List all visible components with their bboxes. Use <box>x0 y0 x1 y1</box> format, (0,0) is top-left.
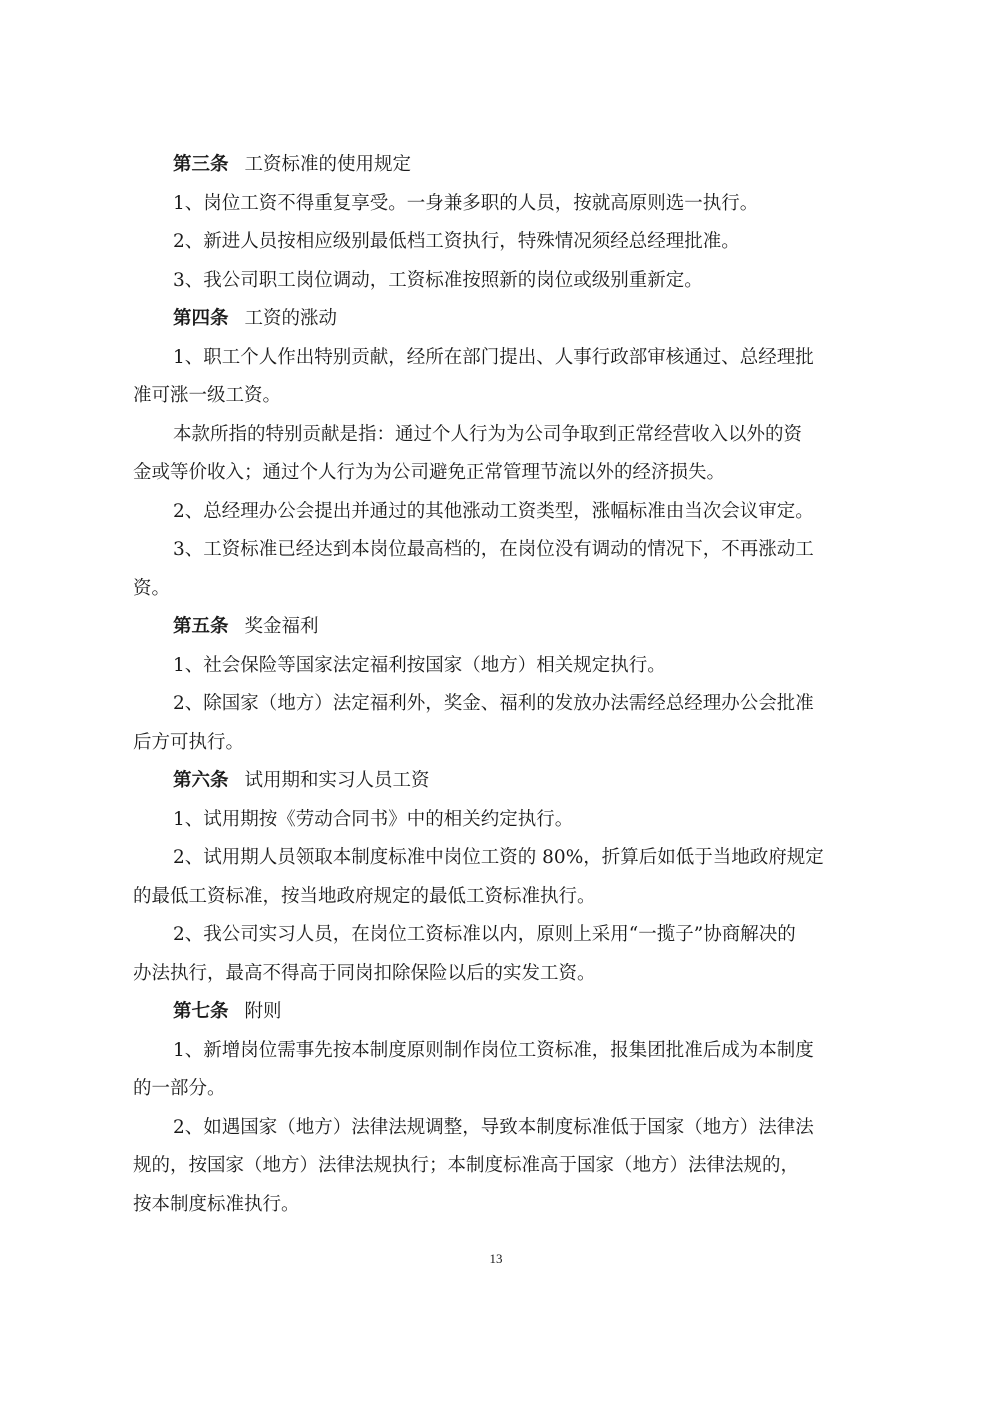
section-number: 第四条 <box>173 308 229 329</box>
paragraph-first-line: 2、我公司实习人员，在岗位工资标准以内，原则上采用“一揽子”协商解决的 <box>173 924 796 945</box>
paragraph-first-line: 2、如遇国家（地方）法律法规调整，导致本制度标准低于国家（地方）法律法 <box>173 1116 814 1138</box>
paragraph-first-line: 2、除国家（地方）法定福利外，奖金、福利的发放办法需经总经理办公会批准 <box>173 693 814 714</box>
paragraph-continuation-line: 准可涨一级工资。 <box>133 385 282 406</box>
section-number: 第三条 <box>173 154 229 175</box>
paragraph-continuation-line: 后方可执行。 <box>133 731 245 753</box>
section-title: 附则 <box>244 1001 282 1022</box>
paragraph-first-line: 1、试用期按《劳动合同书》中的相关约定执行。 <box>173 808 574 830</box>
paragraph-first-line: 1、新增岗位需事先按本制度原则制作岗位工资标准，报集团批准后成为本制度 <box>173 1039 814 1061</box>
paragraph-continuation-line: 按本制度标准执行。 <box>133 1193 300 1215</box>
section-title: 工资标准的使用规定 <box>244 154 412 175</box>
document-body <box>133 146 863 1224</box>
paragraph-continuation-line: 规的，按国家（地方）法律法规执行；本制度标准高于国家（地方）法律法规的， <box>133 1155 800 1176</box>
paragraph-first-line: 3、我公司职工岗位调动，工资标准按照新的岗位或级别重新定。 <box>173 269 703 291</box>
section-heading <box>133 762 863 801</box>
section-heading <box>133 146 863 185</box>
section-heading <box>133 608 863 647</box>
paragraph-first-line: 2、总经理办公会提出并通过的其他涨动工资类型，涨幅标准由当次会议审定。 <box>173 500 814 522</box>
paragraph-first-line: 1、职工个人作出特别贡献，经所在部门提出、人事行政部审核通过、总经理批 <box>173 346 814 368</box>
section-number: 第七条 <box>173 1001 229 1022</box>
paragraph-first-line: 1、岗位工资不得重复享受。一身兼多职的人员，按就高原则选一执行。 <box>173 192 759 214</box>
paragraph-continuation-line: 资。 <box>133 577 171 599</box>
paragraph-continuation-line: 办法执行，最高不得高于同岗扣除保险以后的实发工资。 <box>133 962 596 984</box>
section-title: 试用期和实习人员工资 <box>244 770 430 791</box>
paragraph-continuation-line: 的最低工资标准，按当地政府规定的最低工资标准执行。 <box>133 885 596 907</box>
paragraph-first-line: 1、社会保险等国家法定福利按国家（地方）相关规定执行。 <box>173 654 666 676</box>
paragraph-continuation-line: 的一部分。 <box>133 1078 226 1099</box>
section-heading <box>133 300 863 339</box>
section-title: 奖金福利 <box>244 616 319 637</box>
paragraph-first-line: 3、工资标准已经达到本岗位最高档的，在岗位没有调动的情况下，不再涨动工 <box>173 539 814 560</box>
paragraph-first-line: 2、新进人员按相应级别最低档工资执行，特殊情况须经总经理批准。 <box>173 231 740 252</box>
paragraph-first-line: 本款所指的特别贡献是指：通过个人行为为公司争取到正常经营收入以外的资 <box>173 423 803 445</box>
page-number: 13 <box>489 1251 503 1266</box>
section-heading <box>133 993 863 1032</box>
section-title: 工资的涨动 <box>244 308 338 329</box>
section-number: 第六条 <box>173 770 229 791</box>
paragraph-first-line: 2、试用期人员领取本制度标准中岗位工资的 80%，折算后如低于当地政府规定 <box>173 847 824 868</box>
paragraph-continuation-line: 金或等价收入；通过个人行为为公司避免正常管理节流以外的经济损失。 <box>133 462 726 483</box>
section-number: 第五条 <box>173 616 229 637</box>
